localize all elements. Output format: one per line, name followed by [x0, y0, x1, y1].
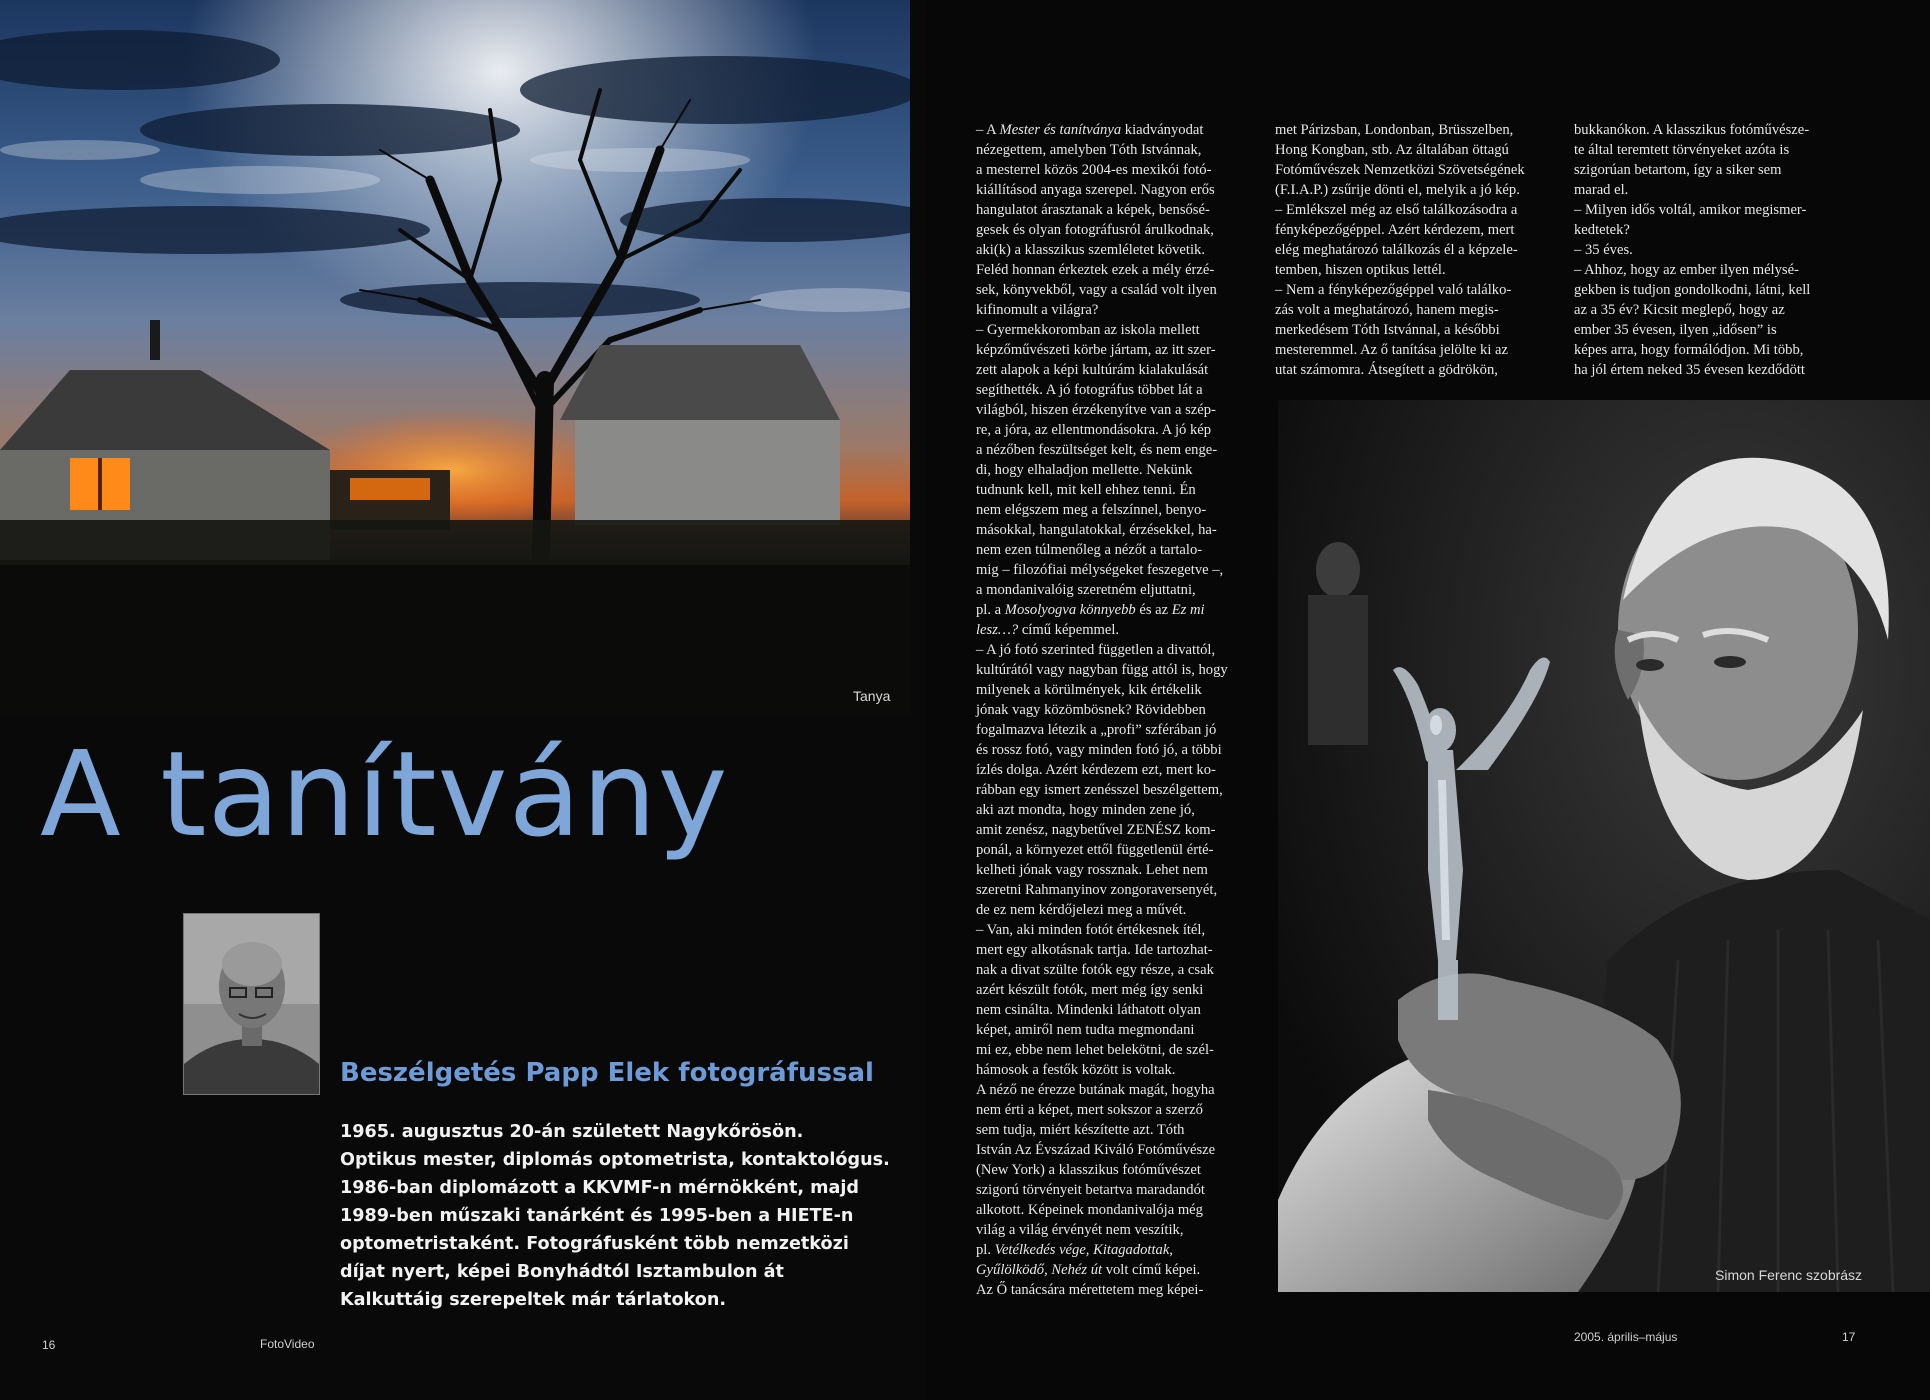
- text-run: alkotott. Képeinek mondanivalója még: [976, 1202, 1203, 1218]
- text-line: [976, 940, 1261, 960]
- text-line: [976, 1040, 1261, 1060]
- article-subtitle: Beszélgetés Papp Elek fotográfussal: [340, 1058, 874, 1088]
- text-run: – Gyermekkoromban az iskola mellett: [976, 322, 1200, 338]
- text-line: [976, 1060, 1261, 1080]
- text-line: [976, 400, 1261, 420]
- text-run: segíthették. A jó fotográfus többet lát a: [976, 382, 1203, 398]
- text-run: sek, könyvekből, vagy a család volt ilyen: [976, 282, 1217, 298]
- text-line: temben, hiszen optikus lettél.: [1275, 262, 1446, 278]
- text-line: [976, 980, 1261, 1000]
- text-line: [976, 920, 1261, 940]
- text-line: [976, 600, 1261, 620]
- text-run: re, a jóra, az ellentmondásokra. A jó kép: [976, 422, 1212, 438]
- text-run: a mesterrel közös 2004-es mexikói fotó-: [976, 162, 1212, 178]
- text-line: [976, 480, 1261, 500]
- text-line: [976, 460, 1261, 480]
- bio-line: 1989-ben műszaki tanárként és 1995-ben a HIETE-n: [340, 1206, 854, 1226]
- author-bio: [340, 1118, 900, 1314]
- text-run: és az: [1135, 602, 1172, 618]
- left-page: [0, 0, 925, 1400]
- text-line: bukkanókon. A klasszikus fotóművésze-: [1574, 122, 1810, 138]
- text-line: [976, 1280, 1261, 1300]
- text-line: fényképezőgéppel. Azért kérdezem, mert: [1275, 222, 1515, 238]
- text-line: [976, 1000, 1261, 1020]
- text-run: nem ezen túlmenőleg a nézőt a tartalo-: [976, 542, 1203, 558]
- text-run: a nézőben feszültséget kelt, és nem enge-: [976, 442, 1218, 458]
- text-line: [976, 1180, 1261, 1200]
- text-run: hámosok a festők között is voltak.: [976, 1062, 1176, 1078]
- text-line: [976, 440, 1261, 460]
- bio-line: Kalkuttáig szerepeltek már tárlatokon.: [340, 1290, 727, 1310]
- text-line: [976, 820, 1261, 840]
- text-line: [976, 580, 1261, 600]
- text-line: [976, 500, 1261, 520]
- text-line: képes arra, hogy formálódjon. Mi több,: [1574, 342, 1804, 358]
- text-run: volt című képei.: [1102, 1262, 1201, 1278]
- text-run: pl.: [976, 1242, 995, 1258]
- text-run: amit zenész, nagybetűvel ZENÉSZ kom-: [976, 822, 1216, 838]
- text-line: [976, 200, 1261, 220]
- text-run: mert egy alkotásnak tartja. Ide tartozhat-: [976, 942, 1213, 958]
- italic-title: Vetélkedés vége, Kitagadottak,: [994, 1242, 1173, 1258]
- bio-line: díjat nyert, képei Bonyhádtól Isztambulon át: [340, 1262, 784, 1282]
- text-run: aki(k) a klasszikus szemléletet követik.: [976, 242, 1205, 258]
- text-line: – Milyen idős voltál, amikor megismer-: [1574, 202, 1807, 218]
- text-line: [976, 640, 1261, 660]
- text-run: sem tudja, miért készítette azt. Tóth: [976, 1122, 1185, 1138]
- text-line: ember 35 évesen, ilyen „idősen” is: [1574, 322, 1777, 338]
- text-run: világból, hiszen érzékenyítve van a szép-: [976, 402, 1216, 418]
- text-run: másokkal, hangulatokkal, érzésekkel, ha-: [976, 522, 1217, 538]
- text-line: [976, 160, 1261, 180]
- text-run: Az Ő tanácsára mérettetem meg képei-: [976, 1282, 1204, 1298]
- text-line: – 35 éves.: [1574, 242, 1633, 258]
- text-run: szeretni Rahmanyinov zongoraversenyét,: [976, 882, 1218, 898]
- text-run: hangulatot árasztanak a képek, bensősé-: [976, 202, 1210, 218]
- text-line: [976, 1240, 1261, 1260]
- text-run: pl. a: [976, 602, 1005, 618]
- text-run: (New York) a klasszikus fotóművészet: [976, 1162, 1201, 1178]
- text-line: [976, 120, 1261, 140]
- text-line: [976, 1080, 1261, 1100]
- text-line: – Nem a fényképezőgéppel való találko-: [1275, 282, 1512, 298]
- text-run: István Az Évszázad Kiváló Fotóművésze: [976, 1142, 1216, 1158]
- text-column-3: [1574, 120, 1864, 380]
- text-line: te által teremtett törvényeket azóta is: [1574, 142, 1790, 158]
- issue-date: 2005. április–május: [1574, 1330, 1678, 1344]
- text-line: merkedésem Tóth Istvánnal, a későbbi: [1275, 322, 1500, 338]
- text-line: az a 35 év? Kicsit meglepő, hogy az: [1574, 302, 1785, 318]
- text-run: mi ez, ebbe nem lehet belekötni, de szél-: [976, 1042, 1214, 1058]
- text-line: [976, 1260, 1261, 1280]
- text-line: [976, 140, 1261, 160]
- text-line: [976, 840, 1261, 860]
- text-line: [976, 220, 1261, 240]
- text-line: Fotóművészek Nemzetközi Szövetségének: [1275, 162, 1525, 178]
- text-run: kelheti jónak vagy rossznak. Lehet nem: [976, 862, 1208, 878]
- text-line: [976, 180, 1261, 200]
- text-line: [976, 680, 1261, 700]
- italic-title: Ez mi: [1171, 602, 1205, 618]
- text-column-1: [976, 120, 1261, 1300]
- magazine-name: FotoVideo: [260, 1337, 315, 1351]
- text-run: rábban egy ismert zenésszel beszélgettem,: [976, 782, 1223, 798]
- text-column-2: [1275, 120, 1560, 380]
- text-run: – A jó fotó szerinted független a divattól,: [976, 642, 1216, 658]
- text-line: (F.I.A.P.) zsűrije dönti el, melyik a jó kép.: [1275, 182, 1520, 198]
- text-line: [976, 740, 1261, 760]
- text-line: [976, 1020, 1261, 1040]
- page-number-right: 17: [1842, 1330, 1856, 1344]
- text-run: kultúrától vagy nagyban függ attól is, hogy: [976, 662, 1228, 678]
- text-run: azért készült fotók, mert még így senki: [976, 982, 1204, 998]
- text-run: nak a divat szülte fotók egy része, a csak: [976, 962, 1214, 978]
- text-line: [976, 320, 1261, 340]
- text-line: [976, 1220, 1261, 1240]
- text-line: [976, 260, 1261, 280]
- sculptor-photo-caption: Simon Ferenc szobrász: [1715, 1267, 1863, 1283]
- text-line: [976, 340, 1261, 360]
- text-run: nem érti a képet, mert sokszor a szerző: [976, 1102, 1203, 1118]
- bio-line: 1965. augusztus 20-án született Nagykőrösön.: [340, 1122, 804, 1142]
- italic-title: lesz…?: [976, 622, 1019, 638]
- text-run: nem elégszem meg a felszínnel, benyo-: [976, 502, 1207, 518]
- text-line: zás volt a meghatározó, hanem megis-: [1275, 302, 1499, 318]
- text-line: [976, 960, 1261, 980]
- text-line: marad el.: [1574, 182, 1629, 198]
- text-run: szigorú törvényeit betartva maradandót: [976, 1182, 1205, 1198]
- text-line: [976, 720, 1261, 740]
- text-line: ha jól értem neked 35 évesen kezdődött: [1574, 362, 1805, 378]
- text-run: nem csinálta. Mindenki láthatott olyan: [976, 1002, 1201, 1018]
- text-line: [976, 780, 1261, 800]
- text-line: [976, 760, 1261, 780]
- text-line: [976, 1140, 1261, 1160]
- text-line: [976, 280, 1261, 300]
- text-line: met Párizsban, Londonban, Brüsszelben,: [1275, 122, 1514, 138]
- text-line: [976, 540, 1261, 560]
- sculptor-photo: [1278, 400, 1930, 1292]
- text-line: [976, 660, 1261, 680]
- text-run: nézegettem, amelyben Tóth Istvánnak,: [976, 142, 1202, 158]
- page-number-left: 16: [42, 1338, 56, 1352]
- text-run: di, hogy elhaladjon mellette. Nekünk: [976, 462, 1193, 478]
- text-run: gesek és olyan fotográfusról árulkodnak,: [976, 222, 1214, 238]
- text-run: kifinomult a világra?: [976, 302, 1099, 318]
- text-run: képzőművészeti körbe jártam, az itt szer-: [976, 342, 1216, 358]
- text-line: Hong Kongban, stb. Az általában öttagú: [1275, 142, 1509, 158]
- text-run: ízlés dolga. Azért kérdezem ezt, mert ko-: [976, 762, 1216, 778]
- text-line: [976, 520, 1261, 540]
- text-run: zett alapok a képi kultúrám kialakulását: [976, 362, 1209, 378]
- text-run: jónak vagy közömbösnek? Rövidebben: [976, 702, 1206, 718]
- text-line: kedtetek?: [1574, 222, 1630, 238]
- italic-title: Mosolyogva könnyebb: [1004, 602, 1136, 618]
- text-line: [976, 800, 1261, 820]
- text-run: mig – filozófiai mélységeket feszegetve –,: [976, 562, 1224, 578]
- text-run: című képemmel.: [1018, 622, 1120, 638]
- text-run: világ a világ érvényét nem veszítik,: [976, 1222, 1184, 1238]
- text-run: fogalmazva létezik a „profi” szférában jó: [976, 722, 1217, 738]
- article-title: A tanítvány: [40, 725, 729, 863]
- bio-line: 1986-ban diplomázott a KKVMF-n mérnökként, majd: [340, 1178, 860, 1198]
- text-line: mesteremmel. Az ő tanítása jelölte ki az: [1275, 342, 1509, 358]
- text-line: [976, 860, 1261, 880]
- text-line: [976, 240, 1261, 260]
- text-line: [976, 880, 1261, 900]
- tanya-photo: [0, 0, 910, 715]
- bio-line: Optikus mester, diplomás optometrista, kontaktológus.: [340, 1150, 890, 1170]
- text-line: utat számomra. Átsegített a gödrökön,: [1275, 362, 1498, 378]
- italic-title: Gyűlölködő, Nehéz út: [976, 1262, 1103, 1278]
- text-run: – Van, aki minden fotót értékesnek ítél,: [976, 922, 1206, 938]
- text-run: tudnunk kell, mit kell ehhez tenni. Én: [976, 482, 1196, 498]
- text-line: [976, 1160, 1261, 1180]
- text-run: Feléd honnan érkeztek ezek a mély érzé-: [976, 262, 1215, 278]
- text-run: kiadványodat: [1121, 122, 1204, 138]
- author-portrait: [183, 913, 320, 1095]
- text-line: [976, 420, 1261, 440]
- text-line: [976, 560, 1261, 580]
- text-line: gekben is tudjon gondolkodni, látni, kell: [1574, 282, 1811, 298]
- text-run: képet, amiről nem tudta megmondani: [976, 1022, 1195, 1038]
- text-line: [976, 700, 1261, 720]
- text-run: kiállításod anyaga szerepel. Nagyon erős: [976, 182, 1215, 198]
- text-line: [976, 620, 1261, 640]
- text-run: és rossz fotó, vagy minden fotó jó, a többi: [976, 742, 1222, 758]
- italic-title: Mester és tanítványa: [999, 122, 1122, 138]
- text-line: [976, 1120, 1261, 1140]
- text-run: ponál, a környezet ettől függetlenül érté-: [976, 842, 1214, 858]
- text-line: [976, 360, 1261, 380]
- text-run: de ez nem kérdőjelezi meg a művét.: [976, 902, 1187, 918]
- text-line: szigorúan betartom, így a siker sem: [1574, 162, 1782, 178]
- text-line: [976, 1100, 1261, 1120]
- text-line: [976, 380, 1261, 400]
- text-line: – Emlékszel még az első találkozásodra a: [1275, 202, 1518, 218]
- text-run: aki azt mondta, hogy minden zene jó,: [976, 802, 1195, 818]
- text-run: A néző ne érezze butának magát, hogyha: [976, 1082, 1215, 1098]
- tanya-photo-caption: Tanya: [853, 688, 891, 704]
- text-run: milyenek a körülmények, kik értékelik: [976, 682, 1202, 698]
- text-line: [976, 300, 1261, 320]
- text-line: elég meghatározó találkozás él a képzele-: [1275, 242, 1518, 258]
- text-run: – A: [976, 122, 1000, 138]
- text-run: a mondanivalóig szeretném eljuttatni,: [976, 582, 1196, 598]
- text-line: [976, 900, 1261, 920]
- text-line: – Ahhoz, hogy az ember ilyen mélysé-: [1574, 262, 1799, 278]
- bio-line: optometristaként. Fotográfusként több nemzetközi: [340, 1234, 849, 1254]
- text-line: [976, 1200, 1261, 1220]
